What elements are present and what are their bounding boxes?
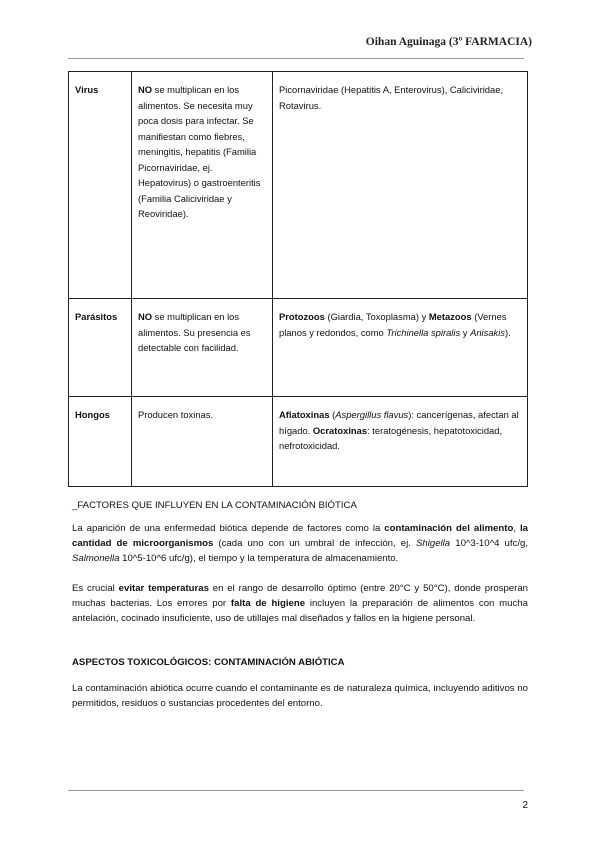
cell-text: se multiplican en los alimentos. Se necesita muy poca dosis para infectar. Se manifiestan como fiebres, meningitis, hepatitis (Familia Picornaviridae, ej. Hepatovirus) o gastroenteritis (Familia Caliciviridae y Reoviridae). <box>138 84 261 219</box>
cell-text: : teratogénesis, hepatotoxicidad, nefrotoxicidad. <box>279 424 503 451</box>
cell-text: ( <box>329 409 336 420</box>
para-text: en el rango de desarrollo óptimo (entre 20°C y 50°C), donde prosperan muchas bacterias. Los errores por <box>72 583 528 609</box>
paragraph-abiotic: La contaminación abiótica ocurre cuando el contaminante es de naturaleza química, incluyendo aditivos no permitidos, residuos o sustancias procedentes del entorno. <box>72 683 528 709</box>
cell-text: ). <box>505 326 511 338</box>
para-text: Es crucial <box>72 583 119 594</box>
section-heading-abiotic: ASPECTOS TOXICOLÓGICOS: CONTAMINACIÓN ABIÓTICA <box>72 657 345 668</box>
page-number: 2 <box>522 800 528 811</box>
table-cell-category: Hongos <box>69 397 132 487</box>
italic-text: Trichinella spiralis <box>386 326 461 338</box>
table-row <box>69 397 528 487</box>
paragraph-biotic-factors <box>72 521 528 566</box>
bold-text: falta de higiene <box>230 598 306 609</box>
para-text: incluyen la preparación de alimentos con mucha antelación, cocinado insuficiente, uso de utillajes mal diseñados y fallos en la higiene personal. <box>72 598 528 624</box>
italic-text: Shigella <box>416 538 451 549</box>
section-heading-biotic: _FACTORES QUE INFLUYEN EN LA CONTAMINACIÓN BIÓTICA <box>72 500 357 511</box>
bold-text: Metazoos <box>428 311 472 322</box>
table-cell-category: Parásitos <box>69 299 132 397</box>
italic-text: Salmonella <box>72 553 120 564</box>
cell-text: (Vernes planos y redondos, como <box>279 311 507 338</box>
italic-text: Aspergillus flavus <box>335 409 409 420</box>
table-row <box>69 299 528 397</box>
cell-text: ): cancerígenas, afectan al hígado. <box>279 409 519 436</box>
cell-text: y <box>460 326 471 338</box>
para-text: 10^3-10^4 ufc/g, <box>450 538 529 549</box>
bold-text: Ocratoxinas <box>312 424 368 436</box>
paragraph-temperature-hygiene <box>72 581 528 626</box>
cell-text: (Giardia, Toxoplasma) y <box>324 311 429 322</box>
para-text: (cada uno con un umbral de infección, ej. <box>213 538 416 549</box>
table-cell-examples <box>273 397 528 487</box>
para-text: , <box>513 523 520 534</box>
italic-text: Anisakis <box>470 326 505 338</box>
header-rule <box>68 58 524 59</box>
contamination-table <box>68 71 528 487</box>
table-cell-category: Virus <box>69 72 132 299</box>
table-cell-examples <box>273 299 528 397</box>
table-cell-examples: Picornaviridae (Hepatitis A, Enterovirus), Caliciviridae, Rotavirus. <box>273 72 528 299</box>
table-cell-description <box>132 72 273 299</box>
bold-text: NO <box>138 311 153 322</box>
bold-text: evitar temperaturas <box>118 583 209 594</box>
header-title: Oihan Aguinaga (3º FARMACIA) <box>365 36 532 48</box>
para-text: 10^5-10^6 ufc/g), el tiempo y la temperatura de almacenamiento. <box>119 553 399 564</box>
table-row <box>69 72 528 299</box>
bold-text: la cantidad de microorganismos <box>72 523 528 549</box>
cell-text: se multiplican en los alimentos. Su presencia es detectable con facilidad. <box>138 311 251 353</box>
bold-text: Protozoos <box>279 311 325 322</box>
para-text: La aparición de una enfermedad biótica depende de factores como la <box>72 523 385 534</box>
bold-text: NO <box>138 84 153 95</box>
bold-text: Aflatoxinas <box>279 409 330 420</box>
table-cell-description <box>132 299 273 397</box>
footer-rule <box>68 790 524 791</box>
bold-text: contaminación del alimento <box>384 523 514 534</box>
table-cell-description: Producen toxinas. <box>132 397 273 487</box>
